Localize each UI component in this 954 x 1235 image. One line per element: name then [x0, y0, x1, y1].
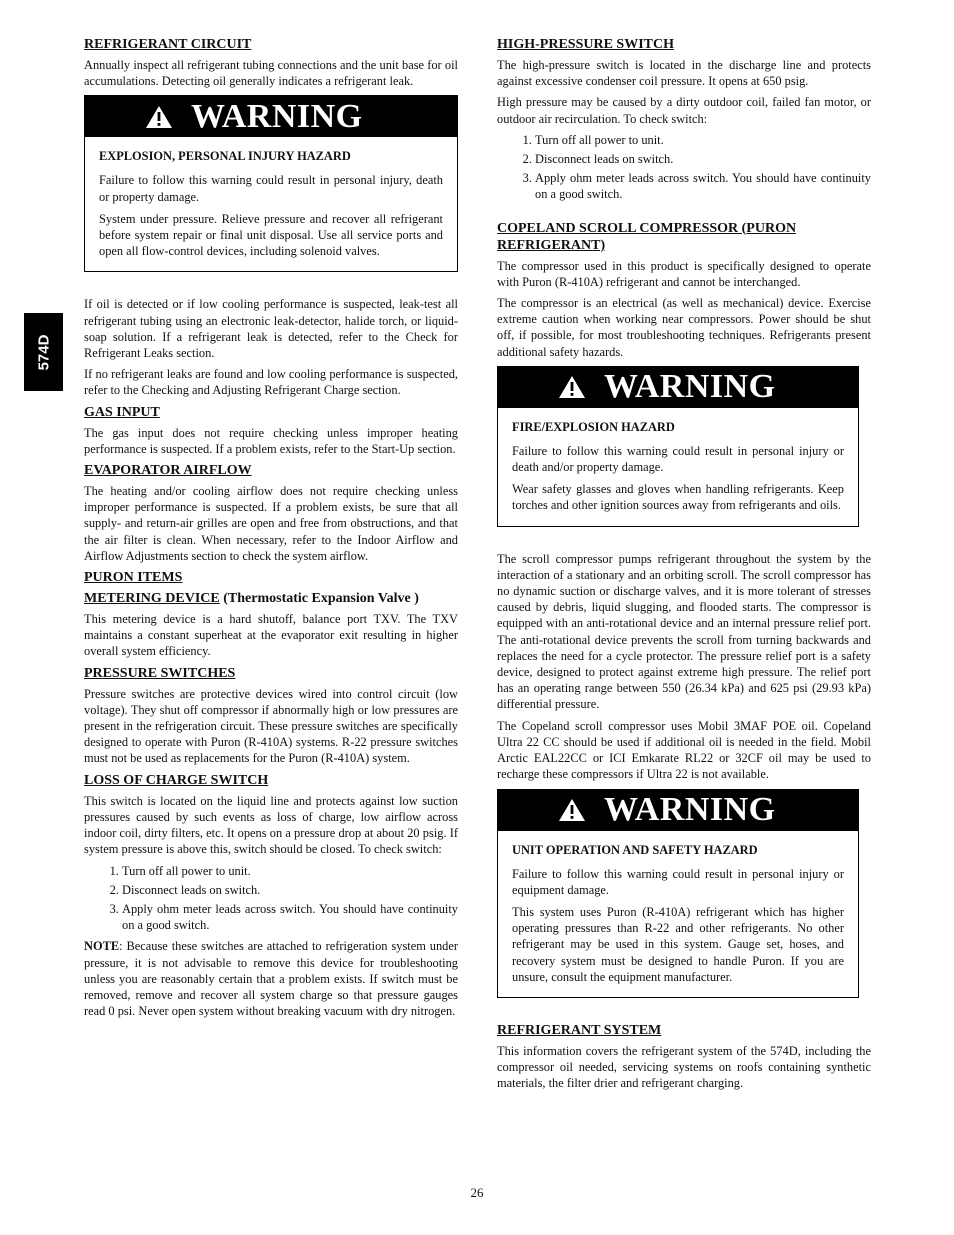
warning-body — [498, 408, 858, 526]
warning-triangle-icon — [145, 105, 173, 129]
high-pressure-text-2: High pressure may be caused by a dirty outdoor coil, failed fan motor, or outdoor air recirculation. To check switch: — [497, 95, 871, 126]
refrigerant-system-heading: REFRIGERANT SYSTEM — [497, 1022, 662, 1038]
list-item: 2. Disconnect leads on switch. — [122, 882, 458, 898]
evaporator-airflow-text: The heating and/or cooling airflow does not require checking unless improper performance is suspected. If a problem exists, be sure that all supply- and return-air grilles are open and free from obstructions, and that the air filter is clean. When necessary, refer to the Indoor Airflow and Airflow Adjustments section to check the system airflow. — [84, 484, 458, 563]
side-tab — [24, 313, 63, 391]
warning-text-2: Wear safety glasses and gloves when handling refrigerants. Keep torches and other ignition sources away from refrigerants and oils. — [512, 482, 844, 513]
gas-input-text: The gas input does not require checking unless improper heating performance is suspected. If a problem exists, refer to the Start-Up section. — [84, 425, 458, 456]
warning-triangle-icon — [558, 375, 586, 399]
warning-box-explosion — [84, 95, 458, 272]
warning-title: WARNING — [604, 368, 776, 406]
warning-bar — [498, 790, 858, 831]
warning-box-unit-operation — [497, 789, 859, 998]
note-text: : Because these switches are attached to refrigeration system under pressure, it is not advisable to remove this device for troubleshooting unless you are reasonably certain that a problem exists. If switch must be removed, remove and recover all system charge so that pressure gauges read 0 psi. Never open system without breaking vacuum with dry nitrogen. — [84, 939, 458, 1019]
list-item: 1. Turn off all power to unit. — [122, 863, 458, 879]
scroll-text-2: The Copeland scroll compressor uses Mobil 3MAF POE oil. Copeland Ultra 22 CC should be used if additional oil is needed in the field. Mobil Arctic EAL22CC or ICI Emkarate RL22 or 32CF oil may be used to recharge these compressors if Ultra 22 is not available. — [497, 718, 871, 782]
list-item: 3. Apply ohm meter leads across switch. You should have continuity on a good switch. — [122, 901, 458, 933]
metering-device-heading — [84, 590, 458, 607]
gas-input-heading: GAS INPUT — [84, 404, 160, 420]
list-item: 1. Turn off all power to unit. — [535, 132, 871, 148]
warning-text-1: Failure to follow this warning could result in personal injury, death or property damage. — [99, 173, 443, 204]
note-paragraph — [84, 938, 458, 1019]
page-number: 26 — [470, 1185, 484, 1200]
list-item: 3. Apply ohm meter leads across switch. You should have continuity on a good switch. — [535, 170, 871, 202]
high-pressure-heading: HIGH-PRESSURE SWITCH — [497, 37, 674, 52]
high-pressure-steps — [497, 132, 871, 203]
warning-text-2: This system uses Puron (R-410A) refrigerant which has higher operating pressures than R-22 and other refrigerants. No other refrigerant may be used in this system. Gauge set, hoses, and recovery system must be designed to handle Puron. If you are unsure, consult the equipment manufacturer. — [512, 904, 844, 984]
pressure-switches-heading: PRESSURE SWITCHES — [84, 665, 236, 681]
warning-body — [498, 831, 858, 997]
list-item: 2. Disconnect leads on switch. — [535, 151, 871, 167]
loss-of-charge-steps — [84, 863, 458, 934]
puron-items-heading: PURON ITEMS — [84, 570, 183, 586]
warning-body — [85, 137, 457, 271]
scroll-text-1: The scroll compressor pumps refrigerant throughout the system by the interaction of a stationary and an orbiting scroll. The scroll compressor has no dynamic suction or discharge valves, and it is more tolerant of stresses caused by debris, liquid slugging, and flooded starts. The compressor is equipped with an anti-rotational device and an internal pressure relief port. The anti-rotational device prevents the scroll from turning backwards and replaces the need for a cycle protector. The pressure relief port is a safety device, designed to protect against extreme high pressure. The relief port has an operating range between 550 (26.34 kPa) and 625 psi (29.93 kPa) differential pressure. — [497, 551, 871, 712]
warning-text-1: Failure to follow this warning could result in personal injury or death and/or property damage. — [512, 443, 844, 475]
left-column — [84, 36, 458, 1024]
warning-hazard: FIRE/EXPLOSION HAZARD — [512, 419, 675, 434]
warning-title: WARNING — [604, 791, 776, 828]
note-label: NOTE — [84, 939, 120, 954]
loss-of-charge-heading: LOSS OF CHARGE SWITCH — [84, 772, 269, 788]
warning-hazard: EXPLOSION, PERSONAL INJURY HAZARD — [99, 149, 351, 164]
warning-text-2: System under pressure. Relieve pressure and recover all refrigerant before system repair or final unit disposal. Use all service ports and open all flow-control devices, including solenoid valves. — [99, 211, 443, 259]
refrigerant-circuit-text: Annually inspect all refrigerant tubing connections and the unit base for oil accumulations. Detecting oil generally indicates a refrigerant leak. — [84, 58, 458, 89]
warning-hazard: UNIT OPERATION AND SAFETY HAZARD — [512, 842, 758, 857]
warning-triangle-icon — [558, 798, 586, 822]
high-pressure-text-1: The high-pressure switch is located in the discharge line and protects against excessive condenser coil pressure. It opens at 650 psig. — [497, 58, 871, 89]
warning-title: WARNING — [191, 97, 363, 135]
right-column — [497, 36, 871, 1097]
metering-device-text: This metering device is a hard shutoff, balance port TXV. The TXV maintains a constant superheat at the evaporator exit resulting in higher overall system efficiency. — [84, 612, 458, 659]
copeland-heading: COPELAND SCROLL COMPRESSOR (PURON REFRIGERANT) — [497, 220, 797, 253]
no-leak-text: If no refrigerant leaks are found and low cooling performance is suspected, refer to the Checking and Adjusting Refrigerant Charge section. — [84, 367, 458, 398]
warning-bar — [85, 96, 457, 137]
metering-device-heading-main: METERING DEVICE — [84, 591, 220, 607]
warning-text-1: Failure to follow this warning could result in personal injury or equipment damage. — [512, 866, 844, 897]
refrigerant-system-text: This information covers the refrigerant system of the 574D, including the compressor oil needed, servicing systems on roofs containing synthetic materials, the filter drier and refrigerant charging. — [497, 1043, 871, 1091]
warning-bar — [498, 367, 858, 408]
pressure-switches-text: Pressure switches are protective devices wired into control circuit (low voltage). They shut off compressor if abnormally high or low pressures are present in the refrigeration circuit. These pressure switches are specifically designed to operate with Puron (R-410A) systems. R-22 pressure switches must not be used as replacements for the Puron (R-410A) system. — [84, 686, 458, 766]
metering-device-heading-suffix: (Thermostatic Expansion Valve ) — [219, 591, 419, 607]
side-tab-label: 574D — [34, 334, 52, 370]
loss-of-charge-text: This switch is located on the liquid line and protects against low suction pressures caused by such events as loss of charge, low airflow across indoor coil, dirty filters, etc. It opens on a pressure drop at about 20 psig. If system pressure is above this, switch should be closed. To check switch: — [84, 793, 458, 857]
copeland-text-1: The compressor used in this product is specifically designed to operate with Puron (R-410A) refrigerant and cannot be interchanged. — [497, 258, 871, 289]
refrigerant-circuit-heading: REFRIGERANT CIRCUIT — [84, 37, 252, 52]
warning-box-fire — [497, 366, 859, 527]
leak-test-text: If oil is detected or if low cooling performance is suspected, leak-test all refrigerant tubing using an electronic leak-detector, halide torch, or liquid-soap solution. If a refrigerant leak is detected, refer to the Check for Refrigerant Leaks section. — [84, 297, 458, 361]
evaporator-airflow-heading: EVAPORATOR AIRFLOW — [84, 463, 252, 479]
copeland-text-2: The compressor is an electrical (as well as mechanical) device. Exercise extreme caution when working near compressors. Power should be shut off, if possible, for most troubleshooting techniques. Refrigerants present additional safety hazards. — [497, 296, 871, 359]
